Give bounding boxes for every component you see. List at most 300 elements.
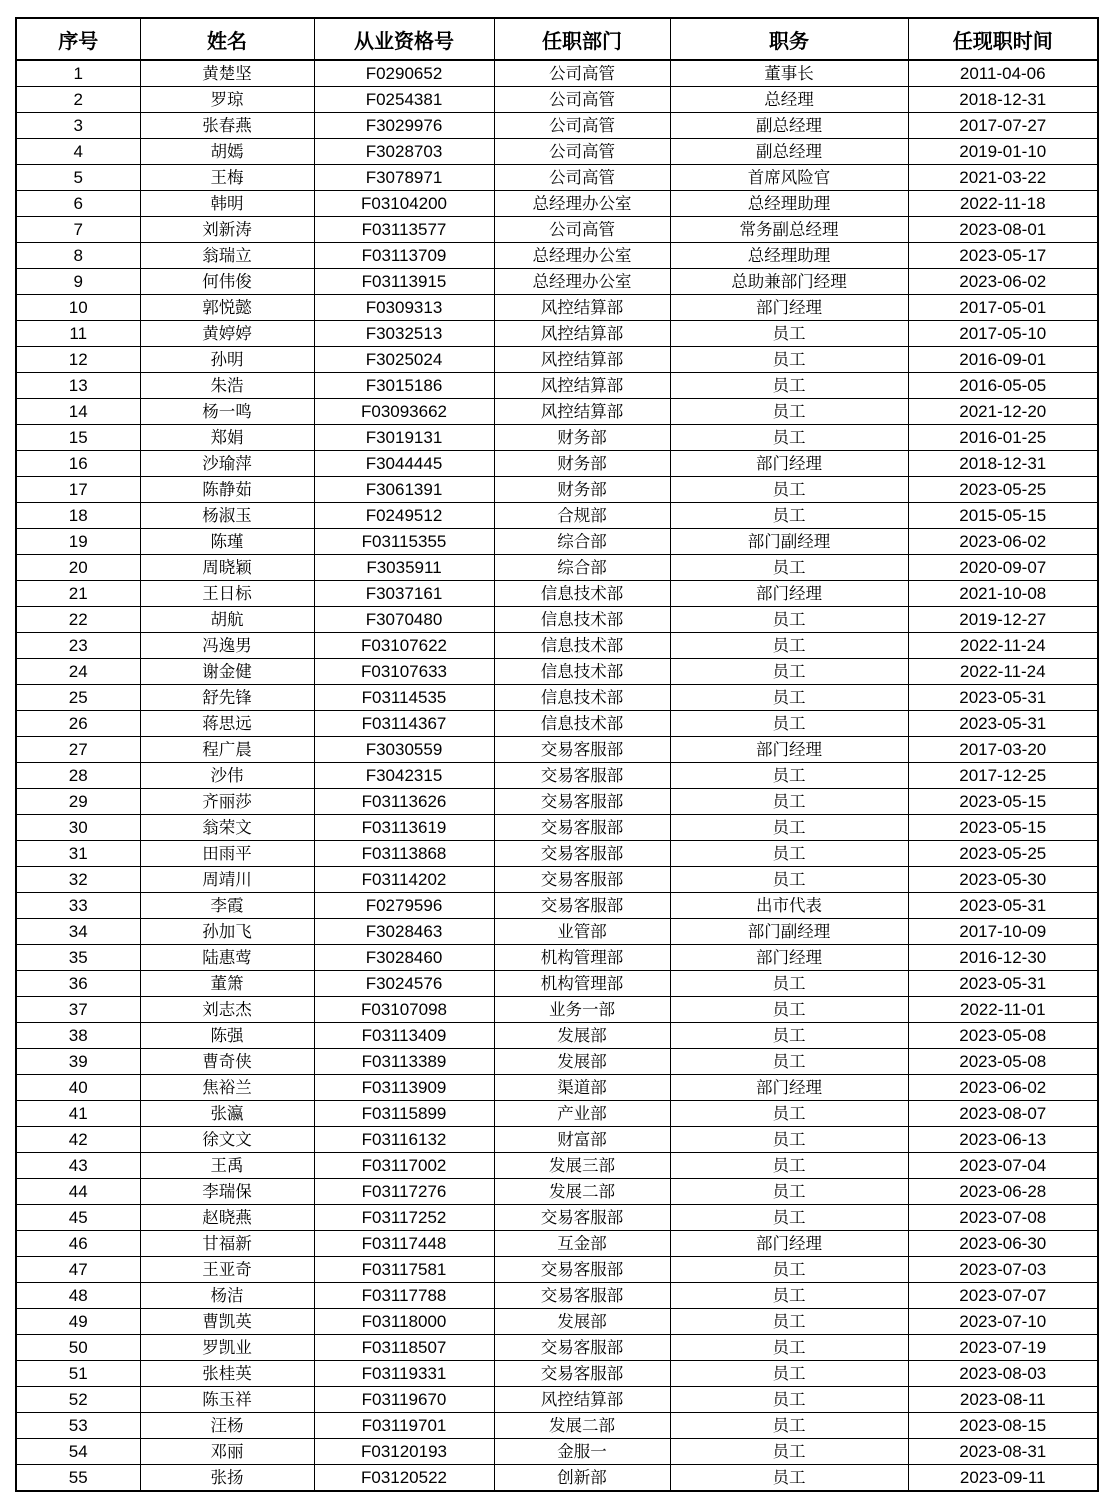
cell-qualification-no: F0279596 [314, 893, 494, 919]
cell-name: 王禹 [140, 1153, 314, 1179]
cell-appointment-date: 2023-06-02 [908, 1075, 1098, 1101]
cell-department: 信息技术部 [494, 581, 670, 607]
cell-department: 机构管理部 [494, 971, 670, 997]
cell-qualification-no: F3061391 [314, 477, 494, 503]
cell-seq-no: 9 [16, 269, 140, 295]
cell-qualification-no: F03107633 [314, 659, 494, 685]
table-row [16, 555, 1098, 581]
cell-seq-no: 19 [16, 529, 140, 555]
cell-position: 总经理助理 [670, 191, 908, 217]
cell-seq-no: 30 [16, 815, 140, 841]
cell-position: 员工 [670, 607, 908, 633]
cell-name: 孙加飞 [140, 919, 314, 945]
cell-department: 业务一部 [494, 997, 670, 1023]
table-row [16, 945, 1098, 971]
cell-department: 机构管理部 [494, 945, 670, 971]
header-seq-no: 序号 [16, 18, 140, 60]
cell-department: 信息技术部 [494, 659, 670, 685]
cell-position: 员工 [670, 1179, 908, 1205]
cell-department: 交易客服部 [494, 1361, 670, 1387]
cell-position: 部门副经理 [670, 529, 908, 555]
header-row [16, 18, 1098, 60]
cell-qualification-no: F03117276 [314, 1179, 494, 1205]
cell-seq-no: 39 [16, 1049, 140, 1075]
cell-qualification-no: F03113709 [314, 243, 494, 269]
table-row [16, 789, 1098, 815]
cell-name: 徐文文 [140, 1127, 314, 1153]
cell-name: 王亚奇 [140, 1257, 314, 1283]
cell-seq-no: 29 [16, 789, 140, 815]
cell-qualification-no: F3028463 [314, 919, 494, 945]
cell-appointment-date: 2023-07-08 [908, 1205, 1098, 1231]
cell-department: 信息技术部 [494, 711, 670, 737]
cell-seq-no: 13 [16, 373, 140, 399]
cell-name: 刘新涛 [140, 217, 314, 243]
cell-appointment-date: 2017-12-25 [908, 763, 1098, 789]
cell-department: 渠道部 [494, 1075, 670, 1101]
cell-department: 公司高管 [494, 60, 670, 87]
cell-department: 金服一 [494, 1439, 670, 1465]
cell-appointment-date: 2023-08-01 [908, 217, 1098, 243]
cell-name: 蒋思远 [140, 711, 314, 737]
table-row [16, 269, 1098, 295]
cell-name: 张瀛 [140, 1101, 314, 1127]
cell-qualification-no: F03117002 [314, 1153, 494, 1179]
cell-qualification-no: F0290652 [314, 60, 494, 87]
cell-position: 部门副经理 [670, 919, 908, 945]
cell-department: 公司高管 [494, 165, 670, 191]
cell-appointment-date: 2023-09-11 [908, 1465, 1098, 1492]
cell-name: 董箫 [140, 971, 314, 997]
cell-qualification-no: F3030559 [314, 737, 494, 763]
cell-seq-no: 2 [16, 87, 140, 113]
cell-name: 罗琼 [140, 87, 314, 113]
cell-seq-no: 11 [16, 321, 140, 347]
cell-qualification-no: F03115899 [314, 1101, 494, 1127]
table-row [16, 1335, 1098, 1361]
cell-appointment-date: 2017-03-20 [908, 737, 1098, 763]
cell-seq-no: 43 [16, 1153, 140, 1179]
cell-position: 员工 [670, 763, 908, 789]
table-row [16, 1075, 1098, 1101]
cell-position: 部门经理 [670, 945, 908, 971]
table-row [16, 503, 1098, 529]
cell-department: 交易客服部 [494, 867, 670, 893]
cell-name: 陈静茹 [140, 477, 314, 503]
cell-name: 曹凯英 [140, 1309, 314, 1335]
cell-qualification-no: F03119331 [314, 1361, 494, 1387]
cell-appointment-date: 2022-11-24 [908, 633, 1098, 659]
table-row [16, 1283, 1098, 1309]
cell-name: 焦裕兰 [140, 1075, 314, 1101]
cell-seq-no: 49 [16, 1309, 140, 1335]
cell-appointment-date: 2020-09-07 [908, 555, 1098, 581]
cell-name: 陈强 [140, 1023, 314, 1049]
cell-qualification-no: F03116132 [314, 1127, 494, 1153]
cell-name: 何伟俊 [140, 269, 314, 295]
table-row [16, 1257, 1098, 1283]
cell-qualification-no: F03118507 [314, 1335, 494, 1361]
cell-department: 交易客服部 [494, 893, 670, 919]
cell-appointment-date: 2023-05-31 [908, 711, 1098, 737]
header-name: 姓名 [140, 18, 314, 60]
cell-department: 发展部 [494, 1309, 670, 1335]
cell-name: 朱浩 [140, 373, 314, 399]
cell-position: 员工 [670, 789, 908, 815]
cell-qualification-no: F03113619 [314, 815, 494, 841]
cell-name: 黄楚坚 [140, 60, 314, 87]
cell-qualification-no: F3019131 [314, 425, 494, 451]
cell-name: 韩明 [140, 191, 314, 217]
cell-name: 谢金健 [140, 659, 314, 685]
cell-name: 舒先锋 [140, 685, 314, 711]
cell-department: 交易客服部 [494, 841, 670, 867]
cell-name: 郭悦懿 [140, 295, 314, 321]
cell-position: 员工 [670, 321, 908, 347]
cell-qualification-no: F3037161 [314, 581, 494, 607]
cell-position: 员工 [670, 1257, 908, 1283]
table-row [16, 815, 1098, 841]
cell-appointment-date: 2017-07-27 [908, 113, 1098, 139]
cell-qualification-no: F03117581 [314, 1257, 494, 1283]
table-row [16, 711, 1098, 737]
cell-position: 员工 [670, 1205, 908, 1231]
cell-appointment-date: 2023-06-13 [908, 1127, 1098, 1153]
cell-qualification-no: F3042315 [314, 763, 494, 789]
cell-name: 李瑞保 [140, 1179, 314, 1205]
cell-qualification-no: F03118000 [314, 1309, 494, 1335]
cell-department: 发展部 [494, 1049, 670, 1075]
cell-seq-no: 42 [16, 1127, 140, 1153]
cell-qualification-no: F0254381 [314, 87, 494, 113]
cell-position: 员工 [670, 425, 908, 451]
cell-department: 风控结算部 [494, 321, 670, 347]
cell-position: 员工 [670, 841, 908, 867]
cell-position: 员工 [670, 997, 908, 1023]
table-row [16, 1309, 1098, 1335]
cell-position: 总经理助理 [670, 243, 908, 269]
table-row [16, 1205, 1098, 1231]
cell-department: 财务部 [494, 425, 670, 451]
cell-qualification-no: F03114367 [314, 711, 494, 737]
cell-name: 翁瑞立 [140, 243, 314, 269]
cell-department: 风控结算部 [494, 347, 670, 373]
cell-name: 程广晨 [140, 737, 314, 763]
table-row [16, 113, 1098, 139]
cell-appointment-date: 2023-07-19 [908, 1335, 1098, 1361]
cell-appointment-date: 2023-05-31 [908, 893, 1098, 919]
cell-seq-no: 8 [16, 243, 140, 269]
cell-name: 杨一鸣 [140, 399, 314, 425]
cell-position: 员工 [670, 971, 908, 997]
cell-seq-no: 46 [16, 1231, 140, 1257]
cell-seq-no: 3 [16, 113, 140, 139]
cell-position: 员工 [670, 503, 908, 529]
cell-seq-no: 24 [16, 659, 140, 685]
cell-seq-no: 48 [16, 1283, 140, 1309]
cell-seq-no: 12 [16, 347, 140, 373]
table-row [16, 373, 1098, 399]
cell-department: 合规部 [494, 503, 670, 529]
cell-appointment-date: 2023-08-31 [908, 1439, 1098, 1465]
table-row [16, 1387, 1098, 1413]
cell-position: 董事长 [670, 60, 908, 87]
cell-name: 邓丽 [140, 1439, 314, 1465]
cell-qualification-no: F03113915 [314, 269, 494, 295]
cell-seq-no: 50 [16, 1335, 140, 1361]
cell-position: 员工 [670, 1283, 908, 1309]
cell-appointment-date: 2023-07-03 [908, 1257, 1098, 1283]
cell-position: 副总经理 [670, 139, 908, 165]
table-row [16, 1049, 1098, 1075]
cell-seq-no: 38 [16, 1023, 140, 1049]
cell-name: 王日标 [140, 581, 314, 607]
cell-qualification-no: F3035911 [314, 555, 494, 581]
cell-appointment-date: 2023-08-11 [908, 1387, 1098, 1413]
header-position: 职务 [670, 18, 908, 60]
cell-seq-no: 14 [16, 399, 140, 425]
cell-qualification-no: F3032513 [314, 321, 494, 347]
cell-position: 总助兼部门经理 [670, 269, 908, 295]
cell-appointment-date: 2019-01-10 [908, 139, 1098, 165]
table-row [16, 1153, 1098, 1179]
cell-department: 公司高管 [494, 113, 670, 139]
table-row [16, 685, 1098, 711]
cell-position: 员工 [670, 1335, 908, 1361]
table-row [16, 1361, 1098, 1387]
cell-appointment-date: 2019-12-27 [908, 607, 1098, 633]
cell-department: 综合部 [494, 529, 670, 555]
cell-appointment-date: 2017-05-10 [908, 321, 1098, 347]
cell-department: 财务部 [494, 477, 670, 503]
cell-department: 交易客服部 [494, 815, 670, 841]
table-row [16, 139, 1098, 165]
cell-position: 员工 [670, 1153, 908, 1179]
cell-appointment-date: 2016-09-01 [908, 347, 1098, 373]
cell-name: 甘福新 [140, 1231, 314, 1257]
cell-appointment-date: 2023-05-17 [908, 243, 1098, 269]
cell-department: 风控结算部 [494, 1387, 670, 1413]
cell-qualification-no: F03117788 [314, 1283, 494, 1309]
cell-name: 孙明 [140, 347, 314, 373]
cell-department: 公司高管 [494, 217, 670, 243]
table-row [16, 1439, 1098, 1465]
cell-position: 员工 [670, 815, 908, 841]
cell-department: 业管部 [494, 919, 670, 945]
cell-appointment-date: 2017-05-01 [908, 295, 1098, 321]
table-header [16, 18, 1098, 60]
cell-position: 副总经理 [670, 113, 908, 139]
cell-position: 员工 [670, 1387, 908, 1413]
table-row [16, 60, 1098, 87]
cell-department: 总经理办公室 [494, 243, 670, 269]
cell-position: 总经理 [670, 87, 908, 113]
cell-department: 发展三部 [494, 1153, 670, 1179]
cell-appointment-date: 2016-01-25 [908, 425, 1098, 451]
cell-seq-no: 51 [16, 1361, 140, 1387]
cell-qualification-no: F03113626 [314, 789, 494, 815]
cell-appointment-date: 2018-12-31 [908, 451, 1098, 477]
cell-qualification-no: F03120193 [314, 1439, 494, 1465]
cell-seq-no: 4 [16, 139, 140, 165]
cell-qualification-no: F3044445 [314, 451, 494, 477]
cell-qualification-no: F03107622 [314, 633, 494, 659]
table-row [16, 581, 1098, 607]
cell-qualification-no: F03120522 [314, 1465, 494, 1492]
cell-position: 员工 [670, 1049, 908, 1075]
cell-qualification-no: F3070480 [314, 607, 494, 633]
cell-position: 员工 [670, 1361, 908, 1387]
cell-department: 总经理办公室 [494, 191, 670, 217]
cell-department: 公司高管 [494, 139, 670, 165]
cell-position: 员工 [670, 867, 908, 893]
cell-department: 交易客服部 [494, 737, 670, 763]
cell-department: 风控结算部 [494, 373, 670, 399]
cell-qualification-no: F0309313 [314, 295, 494, 321]
cell-seq-no: 18 [16, 503, 140, 529]
cell-name: 胡嫣 [140, 139, 314, 165]
cell-department: 风控结算部 [494, 295, 670, 321]
cell-position: 员工 [670, 477, 908, 503]
cell-qualification-no: F3028460 [314, 945, 494, 971]
cell-appointment-date: 2023-05-08 [908, 1023, 1098, 1049]
cell-appointment-date: 2022-11-01 [908, 997, 1098, 1023]
cell-position: 员工 [670, 399, 908, 425]
table-row [16, 997, 1098, 1023]
cell-name: 曹奇侠 [140, 1049, 314, 1075]
table-row [16, 763, 1098, 789]
cell-position: 部门经理 [670, 451, 908, 477]
cell-qualification-no: F03113577 [314, 217, 494, 243]
table-row [16, 295, 1098, 321]
header-department: 任职部门 [494, 18, 670, 60]
cell-seq-no: 54 [16, 1439, 140, 1465]
cell-department: 产业部 [494, 1101, 670, 1127]
cell-department: 综合部 [494, 555, 670, 581]
table-row [16, 425, 1098, 451]
cell-name: 王梅 [140, 165, 314, 191]
table-row [16, 243, 1098, 269]
cell-seq-no: 7 [16, 217, 140, 243]
cell-department: 风控结算部 [494, 399, 670, 425]
cell-seq-no: 22 [16, 607, 140, 633]
cell-position: 员工 [670, 633, 908, 659]
table-row [16, 529, 1098, 555]
cell-name: 张桂英 [140, 1361, 314, 1387]
table-row [16, 217, 1098, 243]
cell-qualification-no: F03104200 [314, 191, 494, 217]
cell-appointment-date: 2023-05-08 [908, 1049, 1098, 1075]
cell-seq-no: 52 [16, 1387, 140, 1413]
cell-position: 部门经理 [670, 295, 908, 321]
cell-appointment-date: 2018-12-31 [908, 87, 1098, 113]
cell-appointment-date: 2022-11-24 [908, 659, 1098, 685]
cell-name: 杨洁 [140, 1283, 314, 1309]
cell-name: 赵晓燕 [140, 1205, 314, 1231]
cell-name: 周靖川 [140, 867, 314, 893]
table-row [16, 1023, 1098, 1049]
cell-seq-no: 47 [16, 1257, 140, 1283]
cell-seq-no: 44 [16, 1179, 140, 1205]
cell-qualification-no: F03119670 [314, 1387, 494, 1413]
cell-appointment-date: 2023-08-07 [908, 1101, 1098, 1127]
cell-department: 发展二部 [494, 1413, 670, 1439]
cell-seq-no: 35 [16, 945, 140, 971]
table-row [16, 165, 1098, 191]
table-row [16, 919, 1098, 945]
table-row [16, 1465, 1098, 1492]
table-row [16, 477, 1098, 503]
cell-position: 常务副总经理 [670, 217, 908, 243]
cell-qualification-no: F03117252 [314, 1205, 494, 1231]
cell-position: 员工 [670, 1439, 908, 1465]
cell-qualification-no: F3025024 [314, 347, 494, 373]
cell-name: 罗凯业 [140, 1335, 314, 1361]
table-body [16, 60, 1098, 1491]
cell-name: 田雨平 [140, 841, 314, 867]
cell-position: 员工 [670, 1413, 908, 1439]
cell-name: 胡航 [140, 607, 314, 633]
cell-appointment-date: 2021-10-08 [908, 581, 1098, 607]
table-row [16, 633, 1098, 659]
cell-qualification-no: F3029976 [314, 113, 494, 139]
cell-position: 员工 [670, 1023, 908, 1049]
table-row [16, 1101, 1098, 1127]
table-row [16, 737, 1098, 763]
cell-appointment-date: 2017-10-09 [908, 919, 1098, 945]
table-row [16, 347, 1098, 373]
cell-appointment-date: 2023-06-30 [908, 1231, 1098, 1257]
cell-appointment-date: 2023-05-15 [908, 789, 1098, 815]
cell-name: 郑娟 [140, 425, 314, 451]
cell-position: 首席风险官 [670, 165, 908, 191]
cell-seq-no: 23 [16, 633, 140, 659]
cell-position: 员工 [670, 685, 908, 711]
cell-appointment-date: 2016-05-05 [908, 373, 1098, 399]
cell-appointment-date: 2023-06-28 [908, 1179, 1098, 1205]
cell-appointment-date: 2015-05-15 [908, 503, 1098, 529]
cell-name: 汪杨 [140, 1413, 314, 1439]
cell-qualification-no: F03093662 [314, 399, 494, 425]
table-row [16, 841, 1098, 867]
cell-seq-no: 5 [16, 165, 140, 191]
table-row [16, 1179, 1098, 1205]
table-row [16, 893, 1098, 919]
cell-qualification-no: F03115355 [314, 529, 494, 555]
cell-seq-no: 21 [16, 581, 140, 607]
cell-position: 员工 [670, 1465, 908, 1492]
table-row [16, 659, 1098, 685]
cell-name: 黄婷婷 [140, 321, 314, 347]
cell-department: 交易客服部 [494, 1283, 670, 1309]
header-qualification-no: 从业资格号 [314, 18, 494, 60]
cell-position: 员工 [670, 659, 908, 685]
cell-department: 互金部 [494, 1231, 670, 1257]
cell-appointment-date: 2023-05-30 [908, 867, 1098, 893]
cell-name: 沙瑜萍 [140, 451, 314, 477]
cell-name: 陈瑾 [140, 529, 314, 555]
cell-qualification-no: F3078971 [314, 165, 494, 191]
cell-department: 总经理办公室 [494, 269, 670, 295]
cell-department: 公司高管 [494, 87, 670, 113]
cell-appointment-date: 2023-07-07 [908, 1283, 1098, 1309]
staff-qualification-table [15, 17, 1099, 1492]
cell-qualification-no: F3028703 [314, 139, 494, 165]
table-row [16, 867, 1098, 893]
cell-qualification-no: F3015186 [314, 373, 494, 399]
cell-name: 李霞 [140, 893, 314, 919]
table-row [16, 451, 1098, 477]
